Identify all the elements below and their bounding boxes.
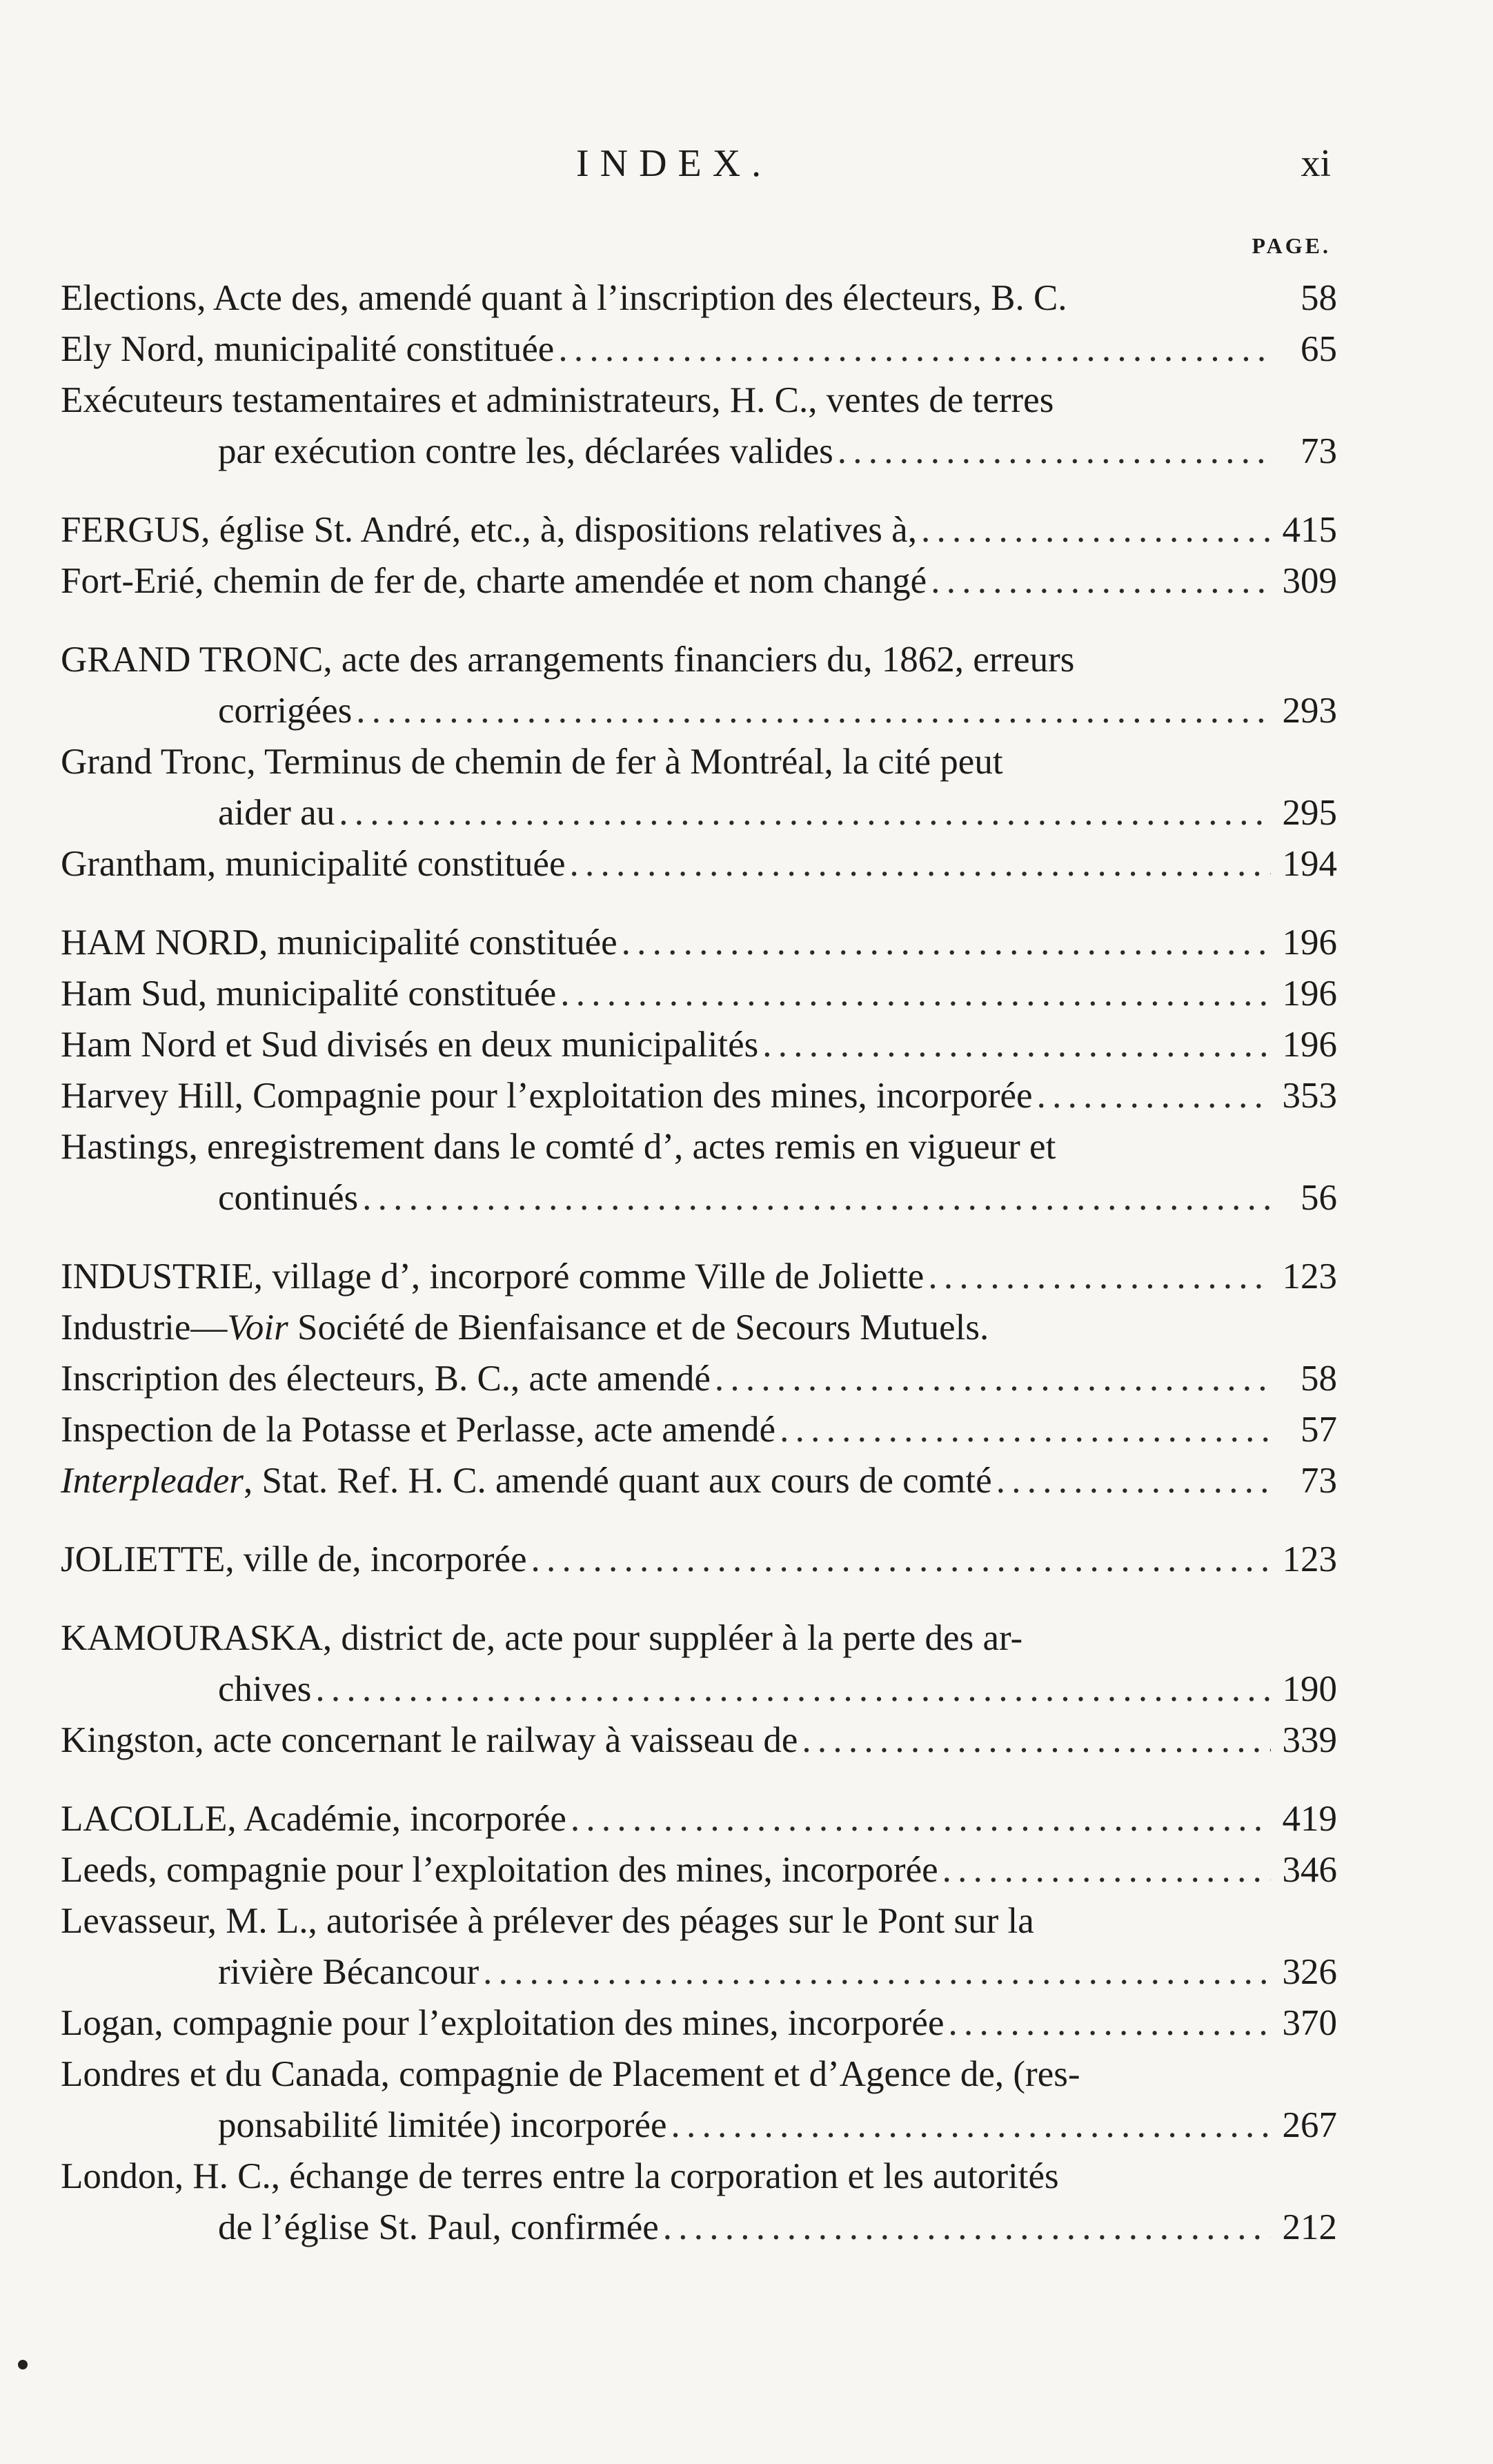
index-entry-text: Elections, Acte des, amendé quant à l’inscription des électeurs, B. C. [61, 278, 1067, 318]
index-entry-text: Grand Tronc, Terminus de chemin de fer à Montréal, la cité peut [61, 742, 1003, 782]
index-entry-text: HAM NORD, municipalité constituée [61, 923, 617, 963]
dot-leader [780, 1404, 1271, 1455]
page-reference: 415 [1282, 510, 1337, 550]
index-line [61, 1455, 1337, 1506]
index-entry-text: GRAND TRONC, acte des arrangements financiers du, 1862, erreurs [61, 640, 1075, 680]
index-entry-text: Exécuteurs testamentaires et administrateurs, H. C., ventes de terres [61, 380, 1054, 420]
dot-leader [1037, 1070, 1271, 1121]
index-list [61, 273, 1337, 2253]
page-reference: 190 [1282, 1669, 1337, 1709]
index-line [61, 2202, 1337, 2253]
index-line [61, 1613, 1337, 1664]
page-reference: 123 [1282, 1539, 1337, 1579]
dot-leader [339, 787, 1271, 838]
dot-leader [838, 426, 1271, 477]
dot-leader [928, 1251, 1271, 1302]
index-entry-text: Ham Sud, municipalité constituée [61, 974, 557, 1014]
index-line [61, 917, 1337, 968]
dot-leader [362, 1172, 1271, 1223]
page-reference: 196 [1282, 1025, 1337, 1065]
dot-leader [996, 1455, 1271, 1506]
index-entry-grand-tronc-1 [61, 634, 1337, 736]
page-reference: 267 [1282, 2105, 1337, 2145]
page-reference: 58 [1301, 278, 1337, 318]
index-line [61, 1251, 1337, 1302]
index-entry-text: Harvey Hill, Compagnie pour l’exploitation des mines, incorporée [61, 1076, 1033, 1116]
page-reference: 196 [1282, 923, 1337, 963]
dot-leader [622, 917, 1271, 968]
index-entry-text: aider au [218, 793, 335, 833]
index-line [61, 1844, 1337, 1895]
index-entry-text: Inspection de la Potasse et Perlasse, acte amendé [61, 1410, 776, 1450]
index-entry-londres [61, 2049, 1337, 2151]
index-entry-text: LACOLLE, Académie, incorporée [61, 1799, 566, 1839]
index-line [61, 1121, 1337, 1172]
index-line [61, 685, 1337, 736]
page-reference: 57 [1301, 1410, 1337, 1450]
index-entry-inscription [61, 1353, 1337, 1404]
index-line [61, 2100, 1337, 2151]
index-entry-text: corrigées [218, 691, 353, 731]
index-line [61, 736, 1337, 787]
index-line [61, 1404, 1337, 1455]
index-entry-ely-nord [61, 324, 1337, 375]
page-reference: 123 [1282, 1256, 1337, 1297]
dot-leader [483, 1946, 1271, 1998]
dot-leader [531, 1534, 1272, 1585]
index-entry-text [61, 1302, 1337, 1353]
index-line [61, 1302, 1337, 1353]
index-entry-text: Leeds, compagnie pour l’exploitation des mines, incorporée [61, 1850, 938, 1890]
dot-leader [921, 504, 1271, 555]
dot-leader [931, 555, 1271, 607]
dot-leader [571, 1793, 1271, 1844]
page-column-label: PAGE. [1252, 233, 1331, 258]
page-reference: 58 [1301, 1359, 1337, 1399]
index-entry-text: JOLIETTE, ville de, incorporée [61, 1539, 527, 1579]
index-entry-text: Ham Nord et Sud divisés en deux municipalités [61, 1025, 759, 1065]
index-entry-leeds [61, 1844, 1337, 1895]
ink-speck [18, 2360, 28, 2369]
index-entry-lacolle [61, 1793, 1337, 1844]
index-entry-text: Levasseur, M. L., autorisée à prélever des péages sur le Pont sur la [61, 1901, 1034, 1941]
index-entry-text: Logan, compagnie pour l’exploitation des mines, incorporée [61, 2003, 945, 2043]
index-entry-industrie [61, 1251, 1337, 1302]
index-entry-text: Inscription des électeurs, B. C., acte amendé [61, 1359, 711, 1399]
page-reference: 73 [1301, 1461, 1337, 1501]
index-entry-fergus [61, 504, 1337, 555]
index-entry-text [61, 1455, 992, 1506]
index-entry-ham-nord [61, 917, 1337, 968]
page-reference: 293 [1282, 691, 1337, 731]
index-entry-logan [61, 1998, 1337, 2049]
index-entry-text: rivière Bécancour [218, 1952, 479, 1992]
index-entry-text: London, H. C., échange de terres entre la corporation et les autorités [61, 2156, 1059, 2196]
dot-leader [942, 1844, 1271, 1895]
entry-text-italic: Voir [227, 1308, 288, 1348]
page-reference: 370 [1282, 2003, 1337, 2043]
index-entry-joliette [61, 1534, 1337, 1585]
page-reference: 346 [1282, 1850, 1337, 1890]
index-entry-ham-nord-sud [61, 1019, 1337, 1070]
index-entry-text: Hastings, enregistrement dans le comté d’, actes remis en vigueur et [61, 1127, 1056, 1167]
index-entry-text: Kingston, acte concernant le railway à vaisseau de [61, 1720, 798, 1760]
index-entry-text: par exécution contre les, déclarées valides [218, 431, 833, 471]
index-entry-text: continués [218, 1178, 359, 1218]
index-entry-text: chives [218, 1669, 312, 1709]
index-line [61, 1715, 1337, 1766]
page-reference: 419 [1282, 1799, 1337, 1839]
index-entry-text: KAMOURASKA, district de, acte pour suppléer à la perte des ar- [61, 1618, 1023, 1658]
page-reference: 212 [1282, 2207, 1337, 2247]
index-line [61, 2049, 1337, 2100]
index-entry-text: Fort-Erié, chemin de fer de, charte amendée et nom changé [61, 561, 927, 601]
index-entry-text: Grantham, municipalité constituée [61, 844, 566, 884]
index-line [61, 324, 1337, 375]
index-line [61, 1946, 1337, 1998]
index-entry-kingston [61, 1715, 1337, 1766]
index-entry-hastings [61, 1121, 1337, 1223]
index-line [61, 1664, 1337, 1715]
index-line [61, 1353, 1337, 1404]
page-reference: 309 [1282, 561, 1337, 601]
page-reference: 353 [1282, 1076, 1337, 1116]
index-entry-harvey-hill [61, 1070, 1337, 1121]
index-line [61, 1534, 1337, 1585]
index-line [61, 426, 1337, 477]
index-line [61, 555, 1337, 607]
index-entry-london [61, 2151, 1337, 2253]
index-entry-kamouraska [61, 1613, 1337, 1715]
page-reference: 339 [1282, 1720, 1337, 1760]
index-line [61, 1172, 1337, 1223]
index-line [61, 1019, 1337, 1070]
index-line [61, 273, 1337, 324]
entry-text-after: Société de Bienfaisance et de Secours Mutuels. [288, 1308, 989, 1348]
index-entry-grand-tronc-2 [61, 736, 1337, 838]
dot-leader [802, 1715, 1271, 1766]
dot-leader [671, 2100, 1272, 2151]
index-line [61, 838, 1337, 889]
index-line [61, 787, 1337, 838]
page-reference: 56 [1301, 1178, 1337, 1218]
page-title: INDEX. [576, 142, 773, 185]
dot-leader [356, 685, 1271, 736]
index-entry-levasseur [61, 1895, 1337, 1998]
dot-leader [762, 1019, 1271, 1070]
index-entry-text: ponsabilité limitée) incorporée [218, 2105, 667, 2145]
index-line [61, 634, 1337, 685]
index-entry-grantham [61, 838, 1337, 889]
dot-leader [560, 968, 1271, 1019]
page-reference: 295 [1282, 793, 1337, 833]
index-entry-text: INDUSTRIE, village d’, incorporé comme Ville de Joliette [61, 1256, 925, 1297]
page-reference: 194 [1282, 844, 1337, 884]
index-line [61, 2151, 1337, 2202]
dot-leader [569, 838, 1271, 889]
dot-leader [948, 1998, 1271, 2049]
entry-text-before: Industrie— [61, 1308, 228, 1348]
entry-text-italic: Interpleader [61, 1461, 244, 1501]
dot-leader [315, 1664, 1271, 1715]
index-line [61, 375, 1337, 426]
entry-text-after: , Stat. Ref. H. C. amendé quant aux cours de comté [243, 1461, 992, 1501]
index-entry-text: de l’église St. Paul, confirmée [218, 2207, 659, 2247]
index-line [61, 1998, 1337, 2049]
index-entry-inspection [61, 1404, 1337, 1455]
index-entry-ham-sud [61, 968, 1337, 1019]
index-entry-interpleader [61, 1455, 1337, 1506]
index-entry-text: FERGUS, église St. André, etc., à, dispositions relatives à, [61, 510, 917, 550]
page-reference: 65 [1301, 329, 1337, 369]
index-line [61, 504, 1337, 555]
index-line [61, 1895, 1337, 1946]
page-reference: 73 [1301, 431, 1337, 471]
page-number: xi [1301, 142, 1331, 185]
dot-leader [715, 1353, 1271, 1404]
index-entry-fort-erie [61, 555, 1337, 607]
dot-leader [663, 2202, 1271, 2253]
index-line [61, 968, 1337, 1019]
index-entry-text: Ely Nord, municipalité constituée [61, 329, 555, 369]
page-reference: 196 [1282, 974, 1337, 1014]
index-entry-text: Londres et du Canada, compagnie de Placement et d’Agence de, (res- [61, 2054, 1080, 2094]
page-header [0, 141, 1493, 197]
index-line [61, 1070, 1337, 1121]
index-entry-executeurs [61, 375, 1337, 477]
index-line [61, 1793, 1337, 1844]
index-entry-industrie-voir [61, 1302, 1337, 1353]
dot-leader [558, 324, 1271, 375]
page-reference: 326 [1282, 1952, 1337, 1992]
index-entry-elections [61, 273, 1337, 324]
